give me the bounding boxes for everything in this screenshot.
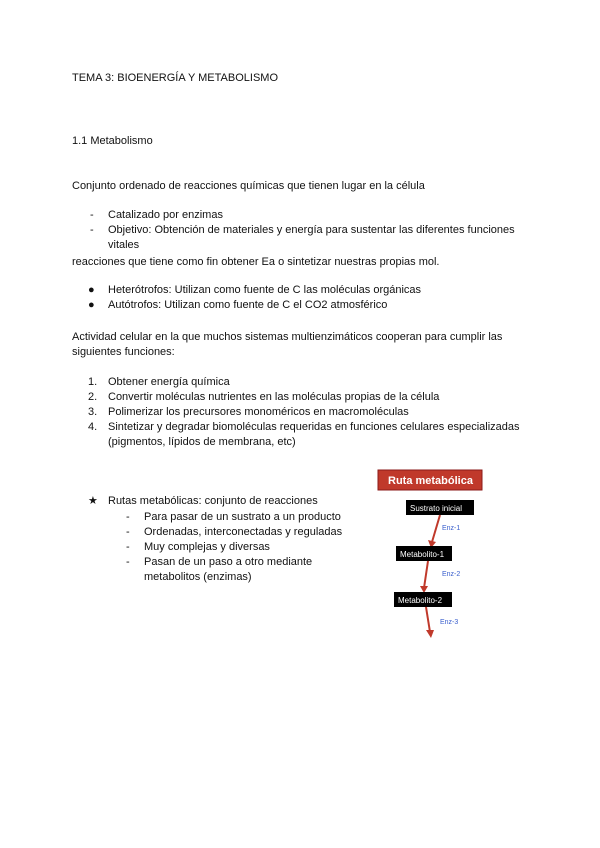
- section-heading: 1.1 Metabolismo: [72, 135, 153, 147]
- route-item: Ordenadas, interconectadas y reguladas: [144, 526, 343, 538]
- arrow-1: [432, 515, 440, 542]
- dash-item-continuation: vitales: [108, 239, 140, 251]
- enzyme-1: Enz-1: [442, 525, 461, 532]
- list-item: Polimerizar los precursores monoméricos en macromoléculas: [108, 406, 409, 418]
- list-number: 4.: [88, 421, 98, 433]
- dash-marker: -: [90, 209, 94, 221]
- dash-marker: -: [90, 224, 94, 236]
- arrow-3-head: [426, 630, 434, 638]
- arrow-3: [426, 607, 430, 632]
- star-bullet: ★: [88, 495, 98, 507]
- dash-marker: -: [126, 526, 130, 538]
- route-item: Para pasar de un sustrato a un producto: [144, 511, 341, 523]
- route-item: Pasan de un paso a otro mediante: [144, 556, 313, 568]
- list-number: 3.: [88, 406, 98, 418]
- bullet-item: Heterótrofos: Utilizan como fuente de C las moléculas orgánicas: [108, 284, 422, 296]
- star-item: Rutas metabólicas: conjunto de reacciones: [108, 495, 318, 507]
- arrow-2: [424, 561, 428, 588]
- definition-text: Conjunto ordenado de reacciones químicas que tienen lugar en la célula: [72, 180, 425, 192]
- box-metabolite-2-label: Metabolito-2: [398, 596, 443, 605]
- arrow-2-head: [420, 586, 428, 593]
- route-item: Muy complejas y diversas: [144, 541, 270, 553]
- bullet-item: Autótrofos: Utilizan como fuente de C el CO2 atmosférico: [108, 299, 388, 311]
- list-item: Obtener energía química: [108, 376, 230, 388]
- bullet-dot: ●: [88, 299, 95, 311]
- dash-marker: -: [126, 511, 130, 523]
- dash-marker: -: [126, 541, 130, 553]
- enzyme-2: Enz-2: [442, 571, 461, 578]
- dash-marker: -: [126, 556, 130, 568]
- dash-item: Catalizado por enzimas: [108, 209, 223, 221]
- dash-item: Objetivo: Obtención de materiales y energía para sustentar las diferentes funciones: [108, 224, 515, 236]
- box-substrate-label: Sustrato inicial: [410, 504, 463, 513]
- box-metabolite-1-label: Metabolito-1: [400, 550, 445, 559]
- route-item-continuation: metabolitos (enzimas): [144, 571, 252, 583]
- reactions-line: reacciones que tiene como fin obtener Ea o sintetizar nuestras propias mol.: [72, 256, 440, 268]
- list-item: Convertir moléculas nutrientes en las moléculas propias de la célula: [108, 391, 440, 403]
- list-number: 1.: [88, 376, 98, 388]
- metabolic-route-diagram: [376, 468, 496, 640]
- list-item-continuation: (pigmentos, lípidos de membrana, etc): [108, 436, 296, 448]
- enzyme-3: Enz-3: [440, 619, 459, 626]
- bullet-dot: ●: [88, 284, 95, 296]
- activity-text: Actividad celular en la que muchos sistemas multienzimáticos cooperan para cumplir las: [72, 331, 503, 343]
- list-number: 2.: [88, 391, 98, 403]
- doc-title: TEMA 3: BIOENERGÍA Y METABOLISMO: [72, 72, 279, 84]
- activity-text: siguientes funciones:: [72, 346, 175, 358]
- list-item: Sintetizar y degradar biomoléculas requeridas en funciones celulares especializadas: [108, 421, 520, 433]
- diagram-header: Ruta metabólica: [388, 475, 473, 487]
